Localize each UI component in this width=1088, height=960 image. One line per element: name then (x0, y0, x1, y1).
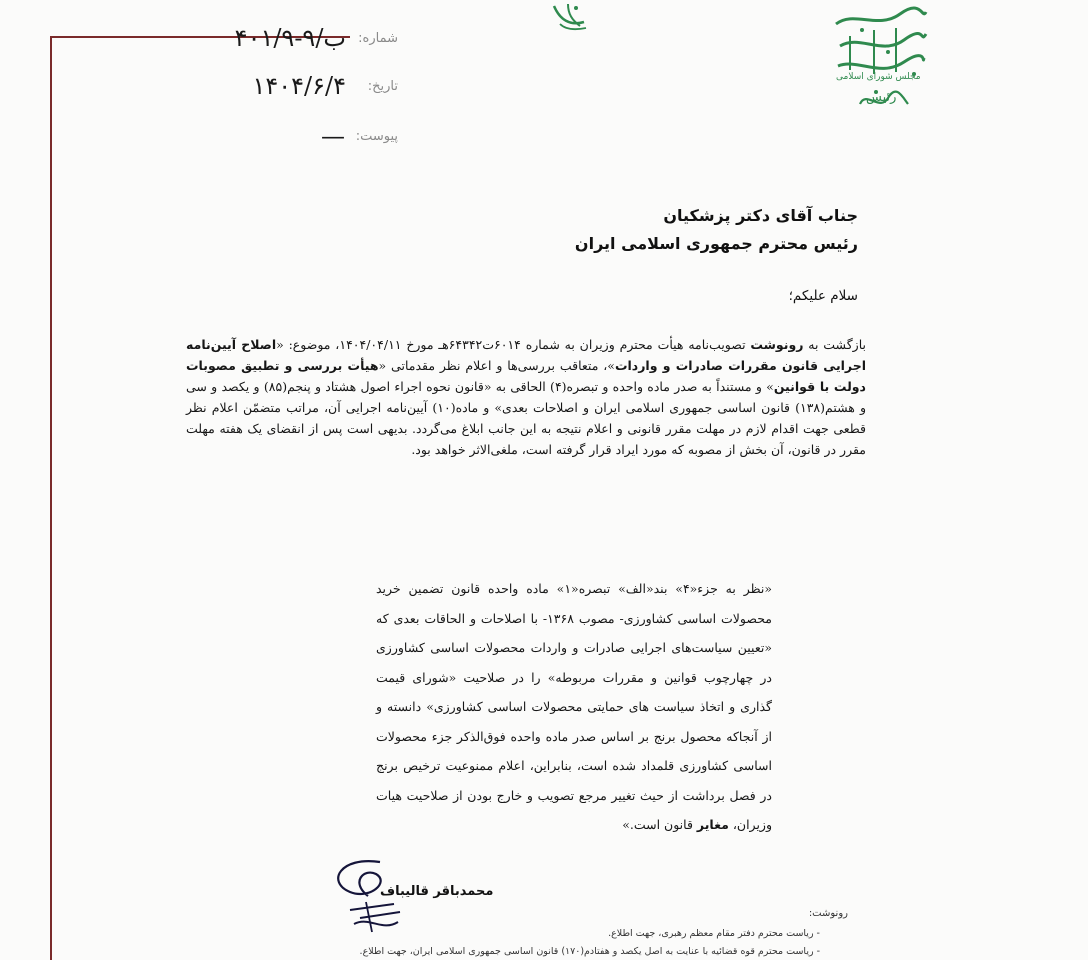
cc-item: - ریاست محترم قوه قضائیه با عنایت به اصل یکصد و هفتادم(۱۷۰) قانون اساسی جمهوری اسلامی ایران، جهت اطلاع. (359, 946, 820, 957)
attachment-value: — (321, 122, 346, 150)
body-text-2: تصویب‌نامه هیأت محترم وزیران به شماره ۶۰۱۴ت۶۴۳۴۲هـ مورخ ۱۴۰۴/۰۴/۱۱، موضوع: « (276, 337, 751, 352)
body-text-4: » و مستنداً به صدر ماده واحده و تبصره(۴) الحاقی به «قانون نحوه اجراء اصول هشتاد و پنجم(۸۵) و یکصد و سی و هشتم(۱۳۸) قانون اساسی جمهوری اسلامی ایران و اصلاحات بعدی» و ماده(۱۰) آیین‌نامه اجرایی آن، مراتب متضمّن اعلام نظر قطعی جهت اقدام لازم در مهلت مقرر قانونی و اعلام نتیجه به این جانب ابلاغ می‌گردد. بدیهی است پس از انقضای یک هفته مهلت مقرر در قانون، آن بخش از مصوبه که مورد ایراد قرار گرفته است، ملغی‌الاثر خواهد بود. (186, 379, 866, 457)
body-bold-3: هیأت بررسی و تطبیق مصوبات دولت با قوانین (186, 358, 866, 394)
attachment-label: پیوست: (355, 128, 398, 144)
number-row (235, 24, 398, 52)
frame-line-left (50, 36, 52, 960)
logo-subtitle: رئیس (866, 90, 897, 105)
cc-label: رونوشت: (808, 908, 848, 919)
date-label: تاریخ: (367, 78, 398, 94)
number-label: شماره: (358, 30, 398, 46)
body-paragraph (186, 334, 866, 460)
body-bold-1: رونوشت (750, 337, 804, 352)
signer-name: محمدباقر قالیباف (380, 884, 494, 899)
cc-item: - ریاست محترم دفتر مقام معظم رهبری، جهت اطلاع. (608, 928, 820, 939)
quote-text-2: قانون است.» (622, 817, 697, 832)
logo-text: مجلس شورای اسلامی (836, 72, 921, 82)
recipient-title: رئیس محترم جمهوری اسلامی ایران (574, 234, 858, 253)
greeting: سلام علیکم؛ (788, 288, 858, 304)
body-bold-2: اصلاح آیین‌نامه اجرایی قانون مقررات صادرات و واردات (186, 337, 866, 373)
recipient-name: جناب آقای دکتر پزشکیان (663, 206, 858, 225)
attachment-row (321, 122, 398, 150)
body-text-3: »، متعاقب بررسی‌ها و اعلام نظر مقدماتی « (378, 358, 615, 373)
number-value: ۴۰۱/۹-۹/ب (234, 24, 346, 52)
quote-bold: مغایر (696, 817, 729, 832)
date-value: ۱۴۰۴/۶/۴ (252, 72, 346, 100)
emblem-icon (546, 0, 592, 34)
quoted-opinion (376, 574, 772, 840)
quote-text-1: «نظر به جزء«۴» بند«الف» تبصره«۱» ماده واحده قانون تضمین خرید محصولات اساسی کشاورزی- مصوب ۱۳۶۸- با اصلاحات و الحاقات بعدی که «تعیین سیاست‌های اجرایی صادرات و واردات محصولات اساسی کشاورزی در چهارچوب قوانین و مقررات مربوطه» را در صلاحیت «شورای قیمت گذاری و اتخاذ سیاست های حمایتی محصولات اساسی کشاورزی» دانسته و از آنجاکه محصول برنج بر اساس صدر ماده واحده فوق‌الذکر جزء محصولات اساسی کشاورزی قلمداد شده است، بنابراین، اعلام ممنوعیت ترخیص برنج در فصل برداشت از حیث تغییر مرجع تصویب و خارج بودن از صلاحیت هیات وزیران، (376, 581, 772, 832)
date-row (252, 72, 398, 100)
body-text-1: بازگشت به (803, 337, 866, 352)
